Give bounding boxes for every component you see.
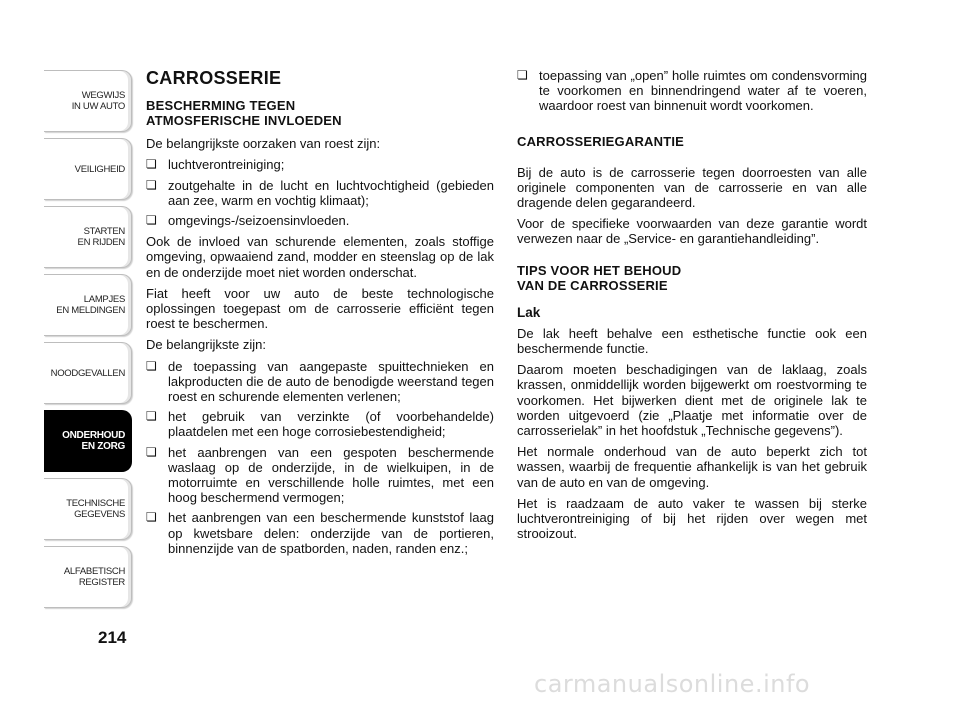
list-item: ❏ de toepassing van aangepaste spuittechnieken en lakproducten die de auto de benodigde weerstand tegen roest en schurende elementen verlenen; [146,359,494,405]
tab-noodgevallen[interactable] [44,342,132,404]
paragraph: Het is raadzaam de auto vaker te wassen bij sterke luchtverontreiniging of bij het rijden over wegen met strooizout. [517,495,867,542]
tab-label: ALFABETISCH REGISTER [63,566,125,588]
paragraph: De belangrijkste zijn: [146,337,266,353]
paragraph: Bij de auto is de carrosserie tegen doorroesten van alle originele componenten van de carrosserie en van alle dragende delen gegarandeerd. [517,164,867,211]
paragraph: Voor de specifieke voorwaarden van deze garantie wordt verwezen naar de „Service- en garantiehandleiding”. [517,216,867,247]
list-item: ❏ zoutgehalte in de lucht en luchtvochtigheid (gebieden aan zee, warm en vochtig klimaat); [146,178,494,208]
right-column [517,68,867,547]
tab-label: VEILIGHEID [74,163,125,175]
list-item: ❏ luchtverontreiniging; [146,157,494,172]
chapter-tabs [44,70,132,614]
paragraph: Daarom moeten beschadigingen van de laklaag, zoals krassen, onmiddellijk worden bijgewerkt om roestvorming te voorkomen. Het bijwerken dient met de originele lak te worden uitgevoerd (zie „Plaatje met informatie over de carrosserielak” in het hoofdstuk „Technische gegevens”). [517,362,867,439]
tab-label: STARTEN EN RIJDEN [77,226,125,248]
continued-list [517,68,867,114]
tab-onderhoud[interactable] [44,410,132,472]
tab-label: WEGWIJS IN UW AUTO [71,90,125,112]
tab-technische[interactable] [44,478,132,540]
tab-label: TECHNISCHE GEGEVENS [66,498,125,520]
section-heading: CARROSSERIEGARANTIE [517,133,685,149]
left-column [146,68,494,562]
tab-label: NOODGEVALLEN [50,367,125,379]
paragraph: Ook de invloed van schurende elementen, zoals stoffige omgeving, opwaaiend zand, modder en steenslag op de lak en de onderzijde moet niet worden onderschat. [146,234,494,280]
tab-starten[interactable] [44,206,132,268]
paragraph: Fiat heeft voor uw auto de beste technologische oplossingen toegepast om de carrosserie efficiënt tegen roest te beschermen. [146,285,494,332]
list-item: ❏ het aanbrengen van een gespoten beschermende waslaag op de onderzijde, in de wielkuipen, in de motorruimte en verschillende holle ruimtes, met een hoog beschermend vermogen; [146,445,494,506]
paragraph: Het normale onderhoud van de auto beperkt zich tot wassen, waarbij de frequentie afhankelijk is van het gebruik van de auto en van de omgeving. [517,444,867,490]
tab-veiligheid[interactable] [44,138,132,200]
measures-list [146,359,494,556]
page-number: 214 [98,628,127,647]
list-item: ❏ omgevings-/seizoensinvloeden. [146,213,494,228]
paragraph: De belangrijkste oorzaken van roest zijn: [146,136,381,152]
page-title: CARROSSERIE [146,68,282,88]
tab-register[interactable] [44,546,132,608]
watermark: carmanualsonline.info [534,670,811,698]
list-item: ❏ het aanbrengen van een beschermende kunststof laag op kwetsbare delen: onderzijde van de portieren, binnenzijde van de spatborden, naden, randen enz.; [146,510,494,556]
paragraph: De lak heeft behalve een esthetische functie ook een beschermende functie. [517,325,867,357]
causes-list [146,157,494,228]
tab-label: ONDERHOUD EN ZORG [62,430,125,452]
list-item: ❏ toepassing van „open” holle ruimtes om condensvorming te voorkomen en binnendringend water af te voeren, waardoor roest van binnenuit wordt voorkomen. [517,68,867,114]
tab-label: LAMPJES EN MELDINGEN [56,294,125,316]
tab-wegwijs[interactable] [44,70,132,132]
subsection-heading: Lak [517,304,541,320]
list-item: ❏ het gebruik van verzinkte (of voorbehandelde) plaatdelen met een hoge corrosiebestendigheid; [146,409,494,439]
section-heading: BESCHERMING TEGEN ATMOSFERISCHE INVLOEDEN [146,98,342,129]
section-heading: TIPS VOOR HET BEHOUD VAN DE CARROSSERIE [517,262,682,293]
tab-lampjes[interactable] [44,274,132,336]
